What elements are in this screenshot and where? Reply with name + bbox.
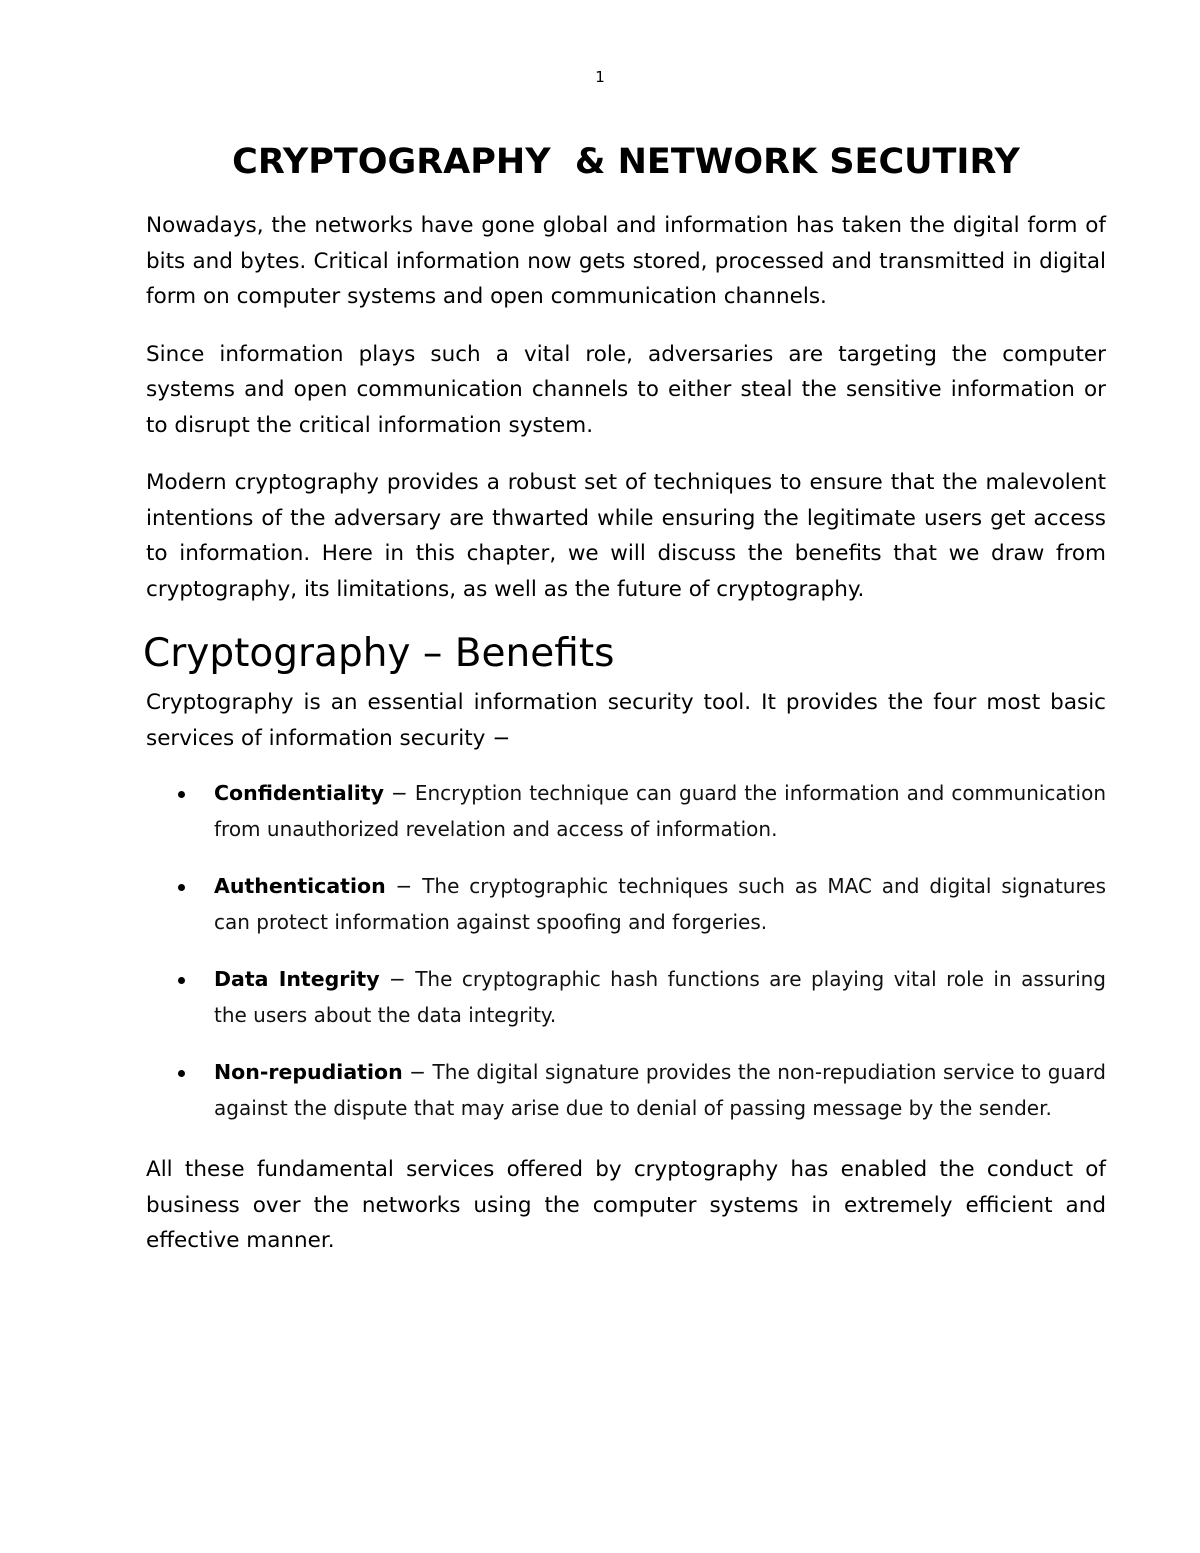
benefits-list [146,776,1106,1126]
paragraph-adversaries: Since information plays such a vital role, adversaries are targeting the computer systems and open communication channels to either steal the sensitive information or to disrupt the critical information system. [146,341,1106,438]
bullet-icon [178,791,185,798]
list-item-non-repudiation [146,1055,1106,1126]
bullet-icon [178,884,185,891]
section-intro: Cryptography is an essential information security tool. It provides the four most basic services of information security − [146,690,1106,751]
document-title: CRYPTOGRAPHY & NETWORK SECUTIRY [232,142,1020,182]
closing-paragraph: All these fundamental services offered by cryptography has enabled the conduct of business over the networks using the computer systems in extremely efficient and effective manner. [146,1157,1106,1253]
bullet-text: − The cryptographic hash functions are playing vital role in assuring the users about the data integrity. [214,967,1106,1027]
bullet-term: Data Integrity [214,967,380,991]
bullet-text: − The cryptographic techniques such as MAC and digital signatures can protect information against spoofing and forgeries. [214,874,1106,934]
bullet-term: Authentication [214,874,386,898]
page-number: 1 [595,68,605,86]
bullet-icon [178,1070,185,1077]
bullet-text: − The digital signature provides the non-repudiation service to guard against the dispute that may arise due to denial of passing message by the sender. [214,1060,1106,1120]
paragraph-modern-cryptography: Modern cryptography provides a robust set of techniques to ensure that the malevolent intentions of the adversary are thwarted while ensuring the legitimate users get access to information. Here in this chapter, we will discuss the benefits that we draw from cryptography, its limitations, as well as the future of cryptography. [146,470,1106,602]
list-item-authentication [146,869,1106,940]
section-heading-benefits: Cryptography – Benefits [143,631,615,676]
list-item-data-integrity [146,962,1106,1033]
list-item-confidentiality [146,776,1106,847]
paragraph-networks-global: Nowadays, the networks have gone global and information has taken the digital form of bits and bytes. Critical information now gets stored, processed and transmitted in digital form on computer systems and open communication channels. [146,213,1106,309]
bullet-term: Non-repudiation [214,1060,403,1084]
bullet-term: Confidentiality [214,781,384,805]
bullet-icon [178,977,185,984]
page-content [143,138,1106,1281]
bullet-text: − Encryption technique can guard the information and communication from unauthorized revelation and access of information. [214,781,1106,841]
